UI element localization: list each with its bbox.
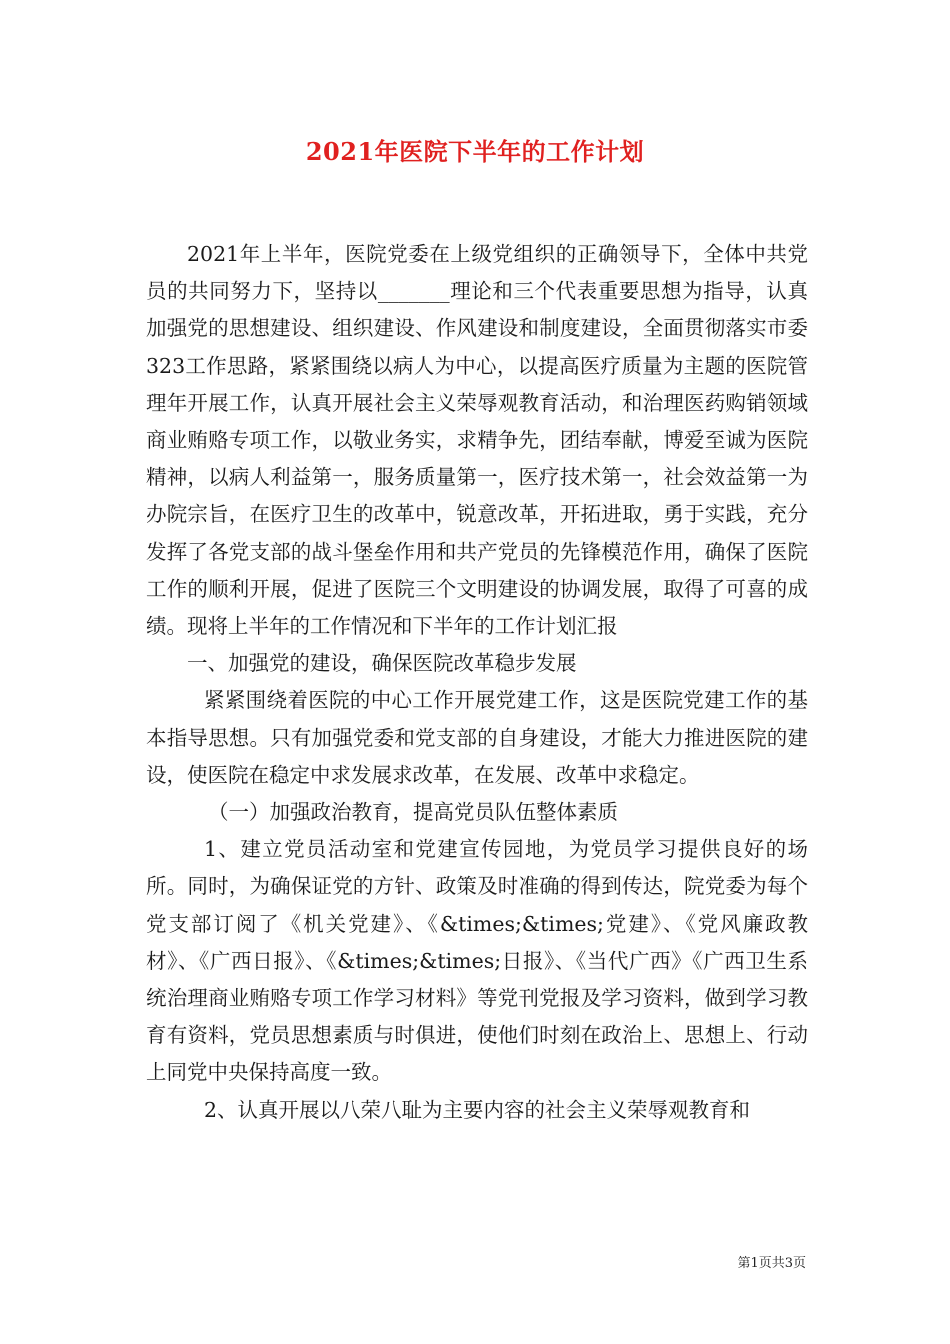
intro-paragraph: 2021年上半年，医院党委在上级党组织的正确领导下，全体中共党员的共同努力下，坚持以_______理论和三个代表重要思想为指导，认真加强党的思想建设、组织建设、作风建设和制度建设，全面贯彻落实市委323工作思路，紧紧围绕以病人为中心，以提高医疗质量为主题的医院管理年开展工作，认真开展社会主义荣辱观教育活动，和治理医药购销领域商业贿赂专项工作，以敬业务实，求精争先，团结奉献，博爱至诚为医院精神，以病人利益第一，服务质量第一，医疗技术第一，社会效益第一为办院宗旨，在医疗卫生的改革中，锐意改革，开拓进取，勇于实践，充分发挥了各党支部的战斗堡垒作用和共产党员的先锋模范作用，确保了医院工作的顺利开展，促进了医院三个文明建设的协调发展，取得了可喜的成绩。现将上半年的工作情况和下半年的工作计划汇报 (146, 242, 808, 639)
section-heading-1: 一、加强党的建设，确保医院改革稳步发展 (187, 651, 577, 676)
document-body (146, 236, 808, 1129)
item-2-paragraph: 2、认真开展以八荣八耻为主要内容的社会主义荣辱观教育和 (204, 1097, 751, 1122)
section-1-paragraph: 紧紧围绕着医院的中心工作开展党建工作，这是医院党建工作的基本指导思想。只有加强党委和党支部的自身建设，才能大力推进医院的建设，使医院在稳定中求发展求改革，在发展、改革中求稳定。 (146, 688, 808, 787)
item-1-paragraph: 1、建立党员活动室和党建宣传园地，为党员学习提供良好的场所。同时，为确保证党的方针、政策及时准确的得到传达，院党委为每个党支部订阅了《机关党建》、《&times;&times;党建》、《党风廉政教材》、《广西日报》、《&times;&times;日报》、《当代广西》《广西卫生系统治理商业贿赂专项工作学习材料》等党刊党报及学习资料，做到学习教育有资料，党员思想素质与时俱进，使他们时刻在政治上、思想上、行动上同党中央保持高度一致。 (146, 837, 808, 1085)
subsection-heading-1: （一）加强政治教育，提高党员队伍整体素质 (208, 800, 618, 825)
page-number: 第1页共3页 (737, 1256, 806, 1271)
document-title: 2021年医院下半年的工作计划 (305, 137, 645, 166)
